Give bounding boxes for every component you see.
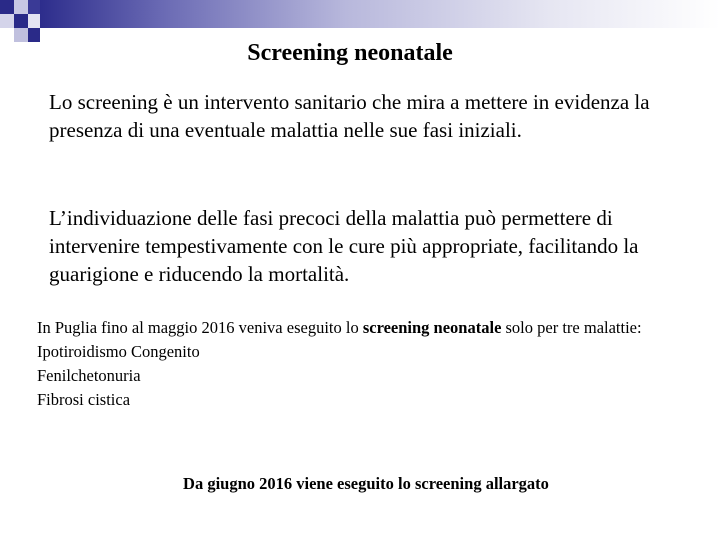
header-square xyxy=(14,0,28,14)
puglia-info-block xyxy=(37,316,697,412)
benefit-paragraph: L’individuazione delle fasi precoci della malattia può permettere di intervenire tempestivamente con le cure più appropriate, facilitando la guarigione e riducendo la mortalità. xyxy=(49,206,639,286)
header-square xyxy=(28,0,40,14)
intro-text-start: In Puglia fino al maggio 2016 veniva eseguito lo xyxy=(37,318,363,337)
disease-item: Fibrosi cistica xyxy=(37,390,131,409)
slide-title: Screening neonatale xyxy=(247,40,453,66)
header-square xyxy=(28,14,40,28)
disease-item: Fenilchetonuria xyxy=(37,366,141,385)
header-square xyxy=(0,0,14,14)
header-gradient-bar xyxy=(40,0,720,28)
puglia-intro xyxy=(37,316,697,340)
disease-item: Ipotiroidismo Congenito xyxy=(37,342,200,361)
intro-text-end: solo per tre malattie: xyxy=(501,318,642,337)
header-square xyxy=(14,14,28,28)
header-square xyxy=(0,14,14,28)
intro-text-bold: screening neonatale xyxy=(362,318,502,337)
closing-statement: Da giugno 2016 viene eseguito lo screening allargato xyxy=(183,474,549,493)
definition-paragraph: Lo screening è un intervento sanitario che mira a mettere in evidenza la presenza di una eventuale malattia nelle sue fasi iniziali. xyxy=(49,90,650,142)
